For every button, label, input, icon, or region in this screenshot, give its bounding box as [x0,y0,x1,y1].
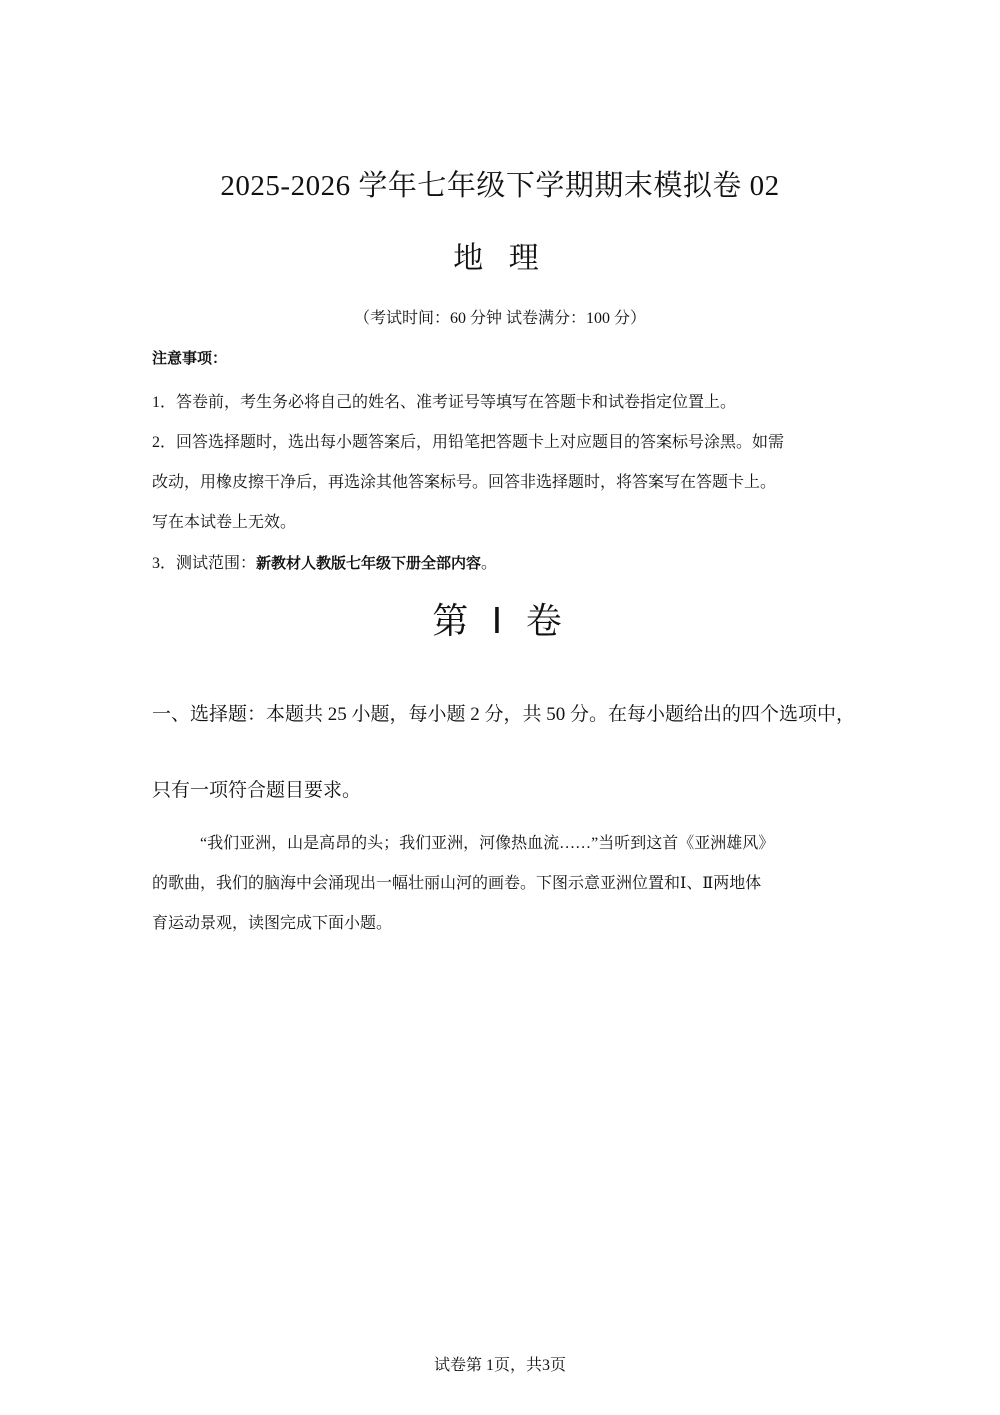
section-heading-line-1: 一、选择题：本题共 25 小题，每小题 2 分，共 50 分。在每小题给出的四个选项中， [152,704,856,725]
note-item-3-suffix: 。 [481,555,498,572]
reading-passage [152,824,862,944]
note-item-3-scope: 新教材人教版七年级下册全部内容 [256,554,482,572]
note-item-1: 1．答卷前，考生务必将自己的姓名、准考证号等填写在答题卡和试卷指定位置上。 [152,394,737,411]
passage-line-1: “我们亚洲，山是高昂的头；我们亚洲，河像热血流……”当听到这首《亚洲雄风》 [200,835,775,852]
note-item-2-line-3: 写在本试卷上无效。 [152,514,297,531]
note-item-2-line-1: 2．回答选择题时，选出每小题答案后，用铅笔把答题卡上对应题目的答案标号涂黑。如需 [152,434,785,451]
subject-title: 地 理 [453,241,547,276]
notes-section [152,346,862,584]
passage-line-3: 育运动景观，读图完成下面小题。 [152,915,393,932]
notes-heading: 注意事项： [152,349,228,367]
passage-line-2: 的歌曲，我们的脑海中会涌现出一幅壮丽山河的画卷。下图示意亚洲位置和Ⅰ、Ⅱ两地体 [152,875,762,892]
note-item-2-line-2: 改动，用橡皮擦干净后，再选涂其他答案标号。回答非选择题时，将答案写在答题卡上。 [152,474,777,491]
section-heading [152,695,872,811]
exam-title: 2025-2026 学年七年级下学期期末模拟卷 02 [220,170,780,202]
exam-info: （考试时间：60 分钟 试卷满分：100 分） [353,310,646,327]
note-item-3-prefix: 3．测试范围： [152,555,257,572]
volume-title: 第 I 卷 [432,601,568,642]
note-item-3 [152,543,862,584]
section-heading-line-2: 只有一项符合题目要求。 [152,780,362,801]
page-footer: 试卷第 1页，共3页 [433,1357,566,1374]
